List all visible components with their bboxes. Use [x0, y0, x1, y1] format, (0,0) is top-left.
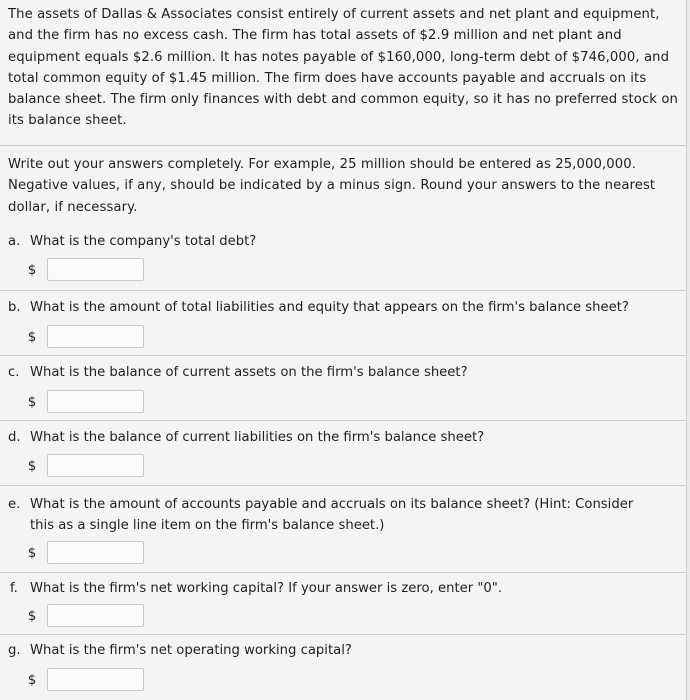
- answer-input-c[interactable]: [47, 390, 144, 413]
- answer-input-e[interactable]: [47, 541, 144, 564]
- dollar-sign-b: $: [27, 329, 37, 345]
- question-text-c: What is the balance of current assets on the firm's balance sheet?: [30, 365, 468, 380]
- dollar-sign-f: $: [27, 608, 37, 624]
- question-text-a: What is the company's total debt?: [30, 234, 257, 249]
- question-text-e: What is the amount of accounts payable and accruals on its balance sheet? (Hint: Consider this as a single line item on the firm's balance sheet.): [30, 497, 634, 533]
- divider: [0, 420, 686, 421]
- problem-statement-block: [0, 0, 686, 146]
- dollar-sign-e: $: [27, 545, 37, 561]
- problem-statement: The assets of Dallas & Associates consist entirely of current assets and net plant and equipment, and the firm has no excess cash. The firm has total assets of $2.9 million and net plant and equipment equals $2.6 million. It has notes payable of $160,000, long-term debt of $746,000, and total common equity of $1.45 million. The firm does have accounts payable and accruals on its balance sheet. The firm only finances with debt and common equity, so it has no preferred stock on its balance sheet.: [8, 7, 678, 129]
- question-letter-c: c.: [8, 365, 20, 380]
- question-text-d: What is the balance of current liabilities on the firm's balance sheet?: [30, 430, 485, 445]
- divider: [0, 355, 686, 356]
- question-text-f: What is the firm's net working capital? If your answer is zero, enter "0".: [30, 581, 503, 596]
- answer-input-g[interactable]: [47, 668, 144, 691]
- question-letter-a: a.: [8, 234, 21, 249]
- dollar-sign-d: $: [27, 458, 37, 474]
- divider: [0, 634, 686, 635]
- instructions-text: Write out your answers completely. For example, 25 million should be entered as 25,000,000. Negative values, if any, should be indicated by a minus sign. Round your answers to the nearest dollar, if necessary.: [8, 157, 656, 215]
- answer-input-a[interactable]: [47, 258, 144, 281]
- divider: [0, 290, 686, 291]
- dollar-sign-c: $: [27, 394, 37, 410]
- question-letter-d: d.: [8, 430, 21, 445]
- question-letter-b: b.: [8, 300, 21, 315]
- answer-input-d[interactable]: [47, 454, 144, 477]
- dollar-sign-g: $: [27, 672, 37, 688]
- answer-input-b[interactable]: [47, 325, 144, 348]
- divider: [0, 572, 686, 573]
- answer-input-f[interactable]: [47, 604, 144, 627]
- question-letter-e: e.: [8, 497, 21, 512]
- dollar-sign-a: $: [27, 262, 37, 278]
- question-text-b: What is the amount of total liabilities and equity that appears on the firm's balance sheet?: [30, 300, 629, 315]
- question-letter-g: g.: [8, 643, 21, 658]
- divider: [0, 485, 686, 486]
- question-letter-f: f.: [10, 581, 18, 596]
- question-text-g: What is the firm's net operating working capital?: [30, 643, 352, 658]
